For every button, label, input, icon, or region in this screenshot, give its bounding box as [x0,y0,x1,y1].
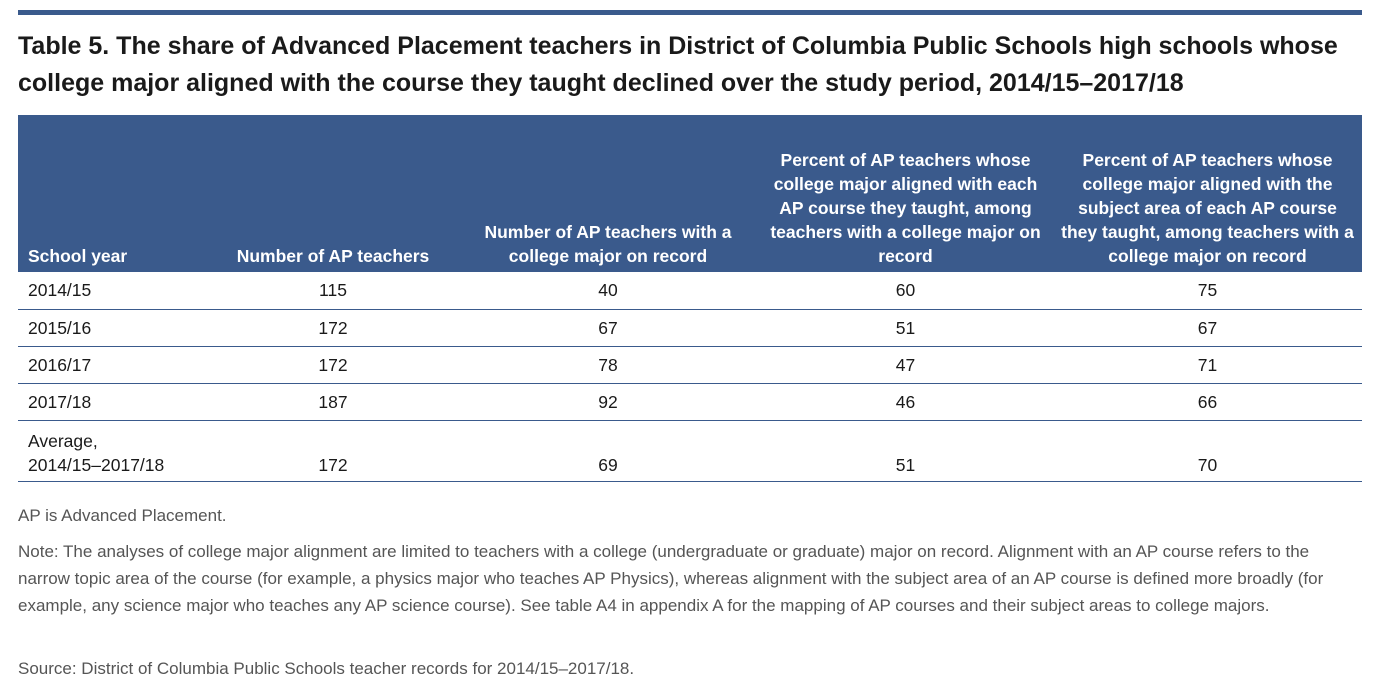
cell-number-ap-teachers: 115 [208,272,458,309]
data-table [18,115,1362,482]
cell-percent-subject-aligned: 71 [1053,346,1362,383]
cell-number-ap-teachers: 172 [208,309,458,346]
header-percent-subject-aligned: Percent of AP teachers whose college major aligned with the subject area of each AP course they taught, among teachers with a college major on record [1061,150,1354,266]
cell-school-year: 2014/15 [18,272,208,309]
average-label-line1: Average, [28,430,98,451]
average-label-line2: 2014/15–2017/18 [28,454,165,475]
cell-number-ap-teachers: 172 [208,420,458,481]
cell-percent-course-aligned: 51 [758,309,1053,346]
cell-number-ap-teachers: 172 [208,346,458,383]
cell-percent-course-aligned: 46 [758,383,1053,420]
top-rule [18,10,1362,15]
cell-number-with-major: 40 [458,272,758,309]
table-header-row [18,115,1362,272]
cell-percent-subject-aligned: 70 [1053,420,1362,481]
cell-percent-subject-aligned: 67 [1053,309,1362,346]
cell-number-ap-teachers: 187 [208,383,458,420]
cell-percent-subject-aligned: 75 [1053,272,1362,309]
source-note: Source: District of Columbia Public Schools teacher records for 2014/15–2017/18. [18,659,635,678]
table-row [18,346,1362,383]
cell-average-label [18,420,208,481]
cell-number-with-major: 69 [458,420,758,481]
cell-school-year: 2017/18 [18,383,208,420]
table-row [18,383,1362,420]
cell-school-year: 2016/17 [18,346,208,383]
header-number-ap-teachers: Number of AP teachers [236,246,430,266]
header-number-with-major: Number of AP teachers with a college major on record [484,222,732,266]
table-row [18,309,1362,346]
cell-number-with-major: 67 [458,309,758,346]
table-title: Table 5. The share of Advanced Placement teachers in District of Columbia Public Schools high schools whose college major aligned with the course they taught declined over the study period, 2014/15–2017/18 [18,32,1338,97]
table-note: Note: The analyses of college major alignment are limited to teachers with a college (undergraduate or graduate) major on record. Alignment with an AP course refers to the narrow topic area of the course (for example, a physics major who teaches AP Physics), whereas alignment with the subject area of an AP course is defined more broadly (for example, any science major who teaches any AP science course). See table A4 in appendix A for the mapping of AP courses and their subject areas to college majors. [18,542,1324,615]
cell-number-with-major: 92 [458,383,758,420]
cell-number-with-major: 78 [458,346,758,383]
header-school-year: School year [28,246,128,266]
cell-percent-course-aligned: 47 [758,346,1053,383]
abbreviation-note: AP is Advanced Placement. [18,506,227,525]
cell-school-year: 2015/16 [18,309,208,346]
cell-percent-course-aligned: 51 [758,420,1053,481]
cell-percent-course-aligned: 60 [758,272,1053,309]
header-percent-course-aligned: Percent of AP teachers whose college major aligned with each AP course they taught, among teachers with a college major on record [770,150,1041,266]
table-row [18,272,1362,309]
cell-percent-subject-aligned: 66 [1053,383,1362,420]
table-row-average [18,420,1362,481]
